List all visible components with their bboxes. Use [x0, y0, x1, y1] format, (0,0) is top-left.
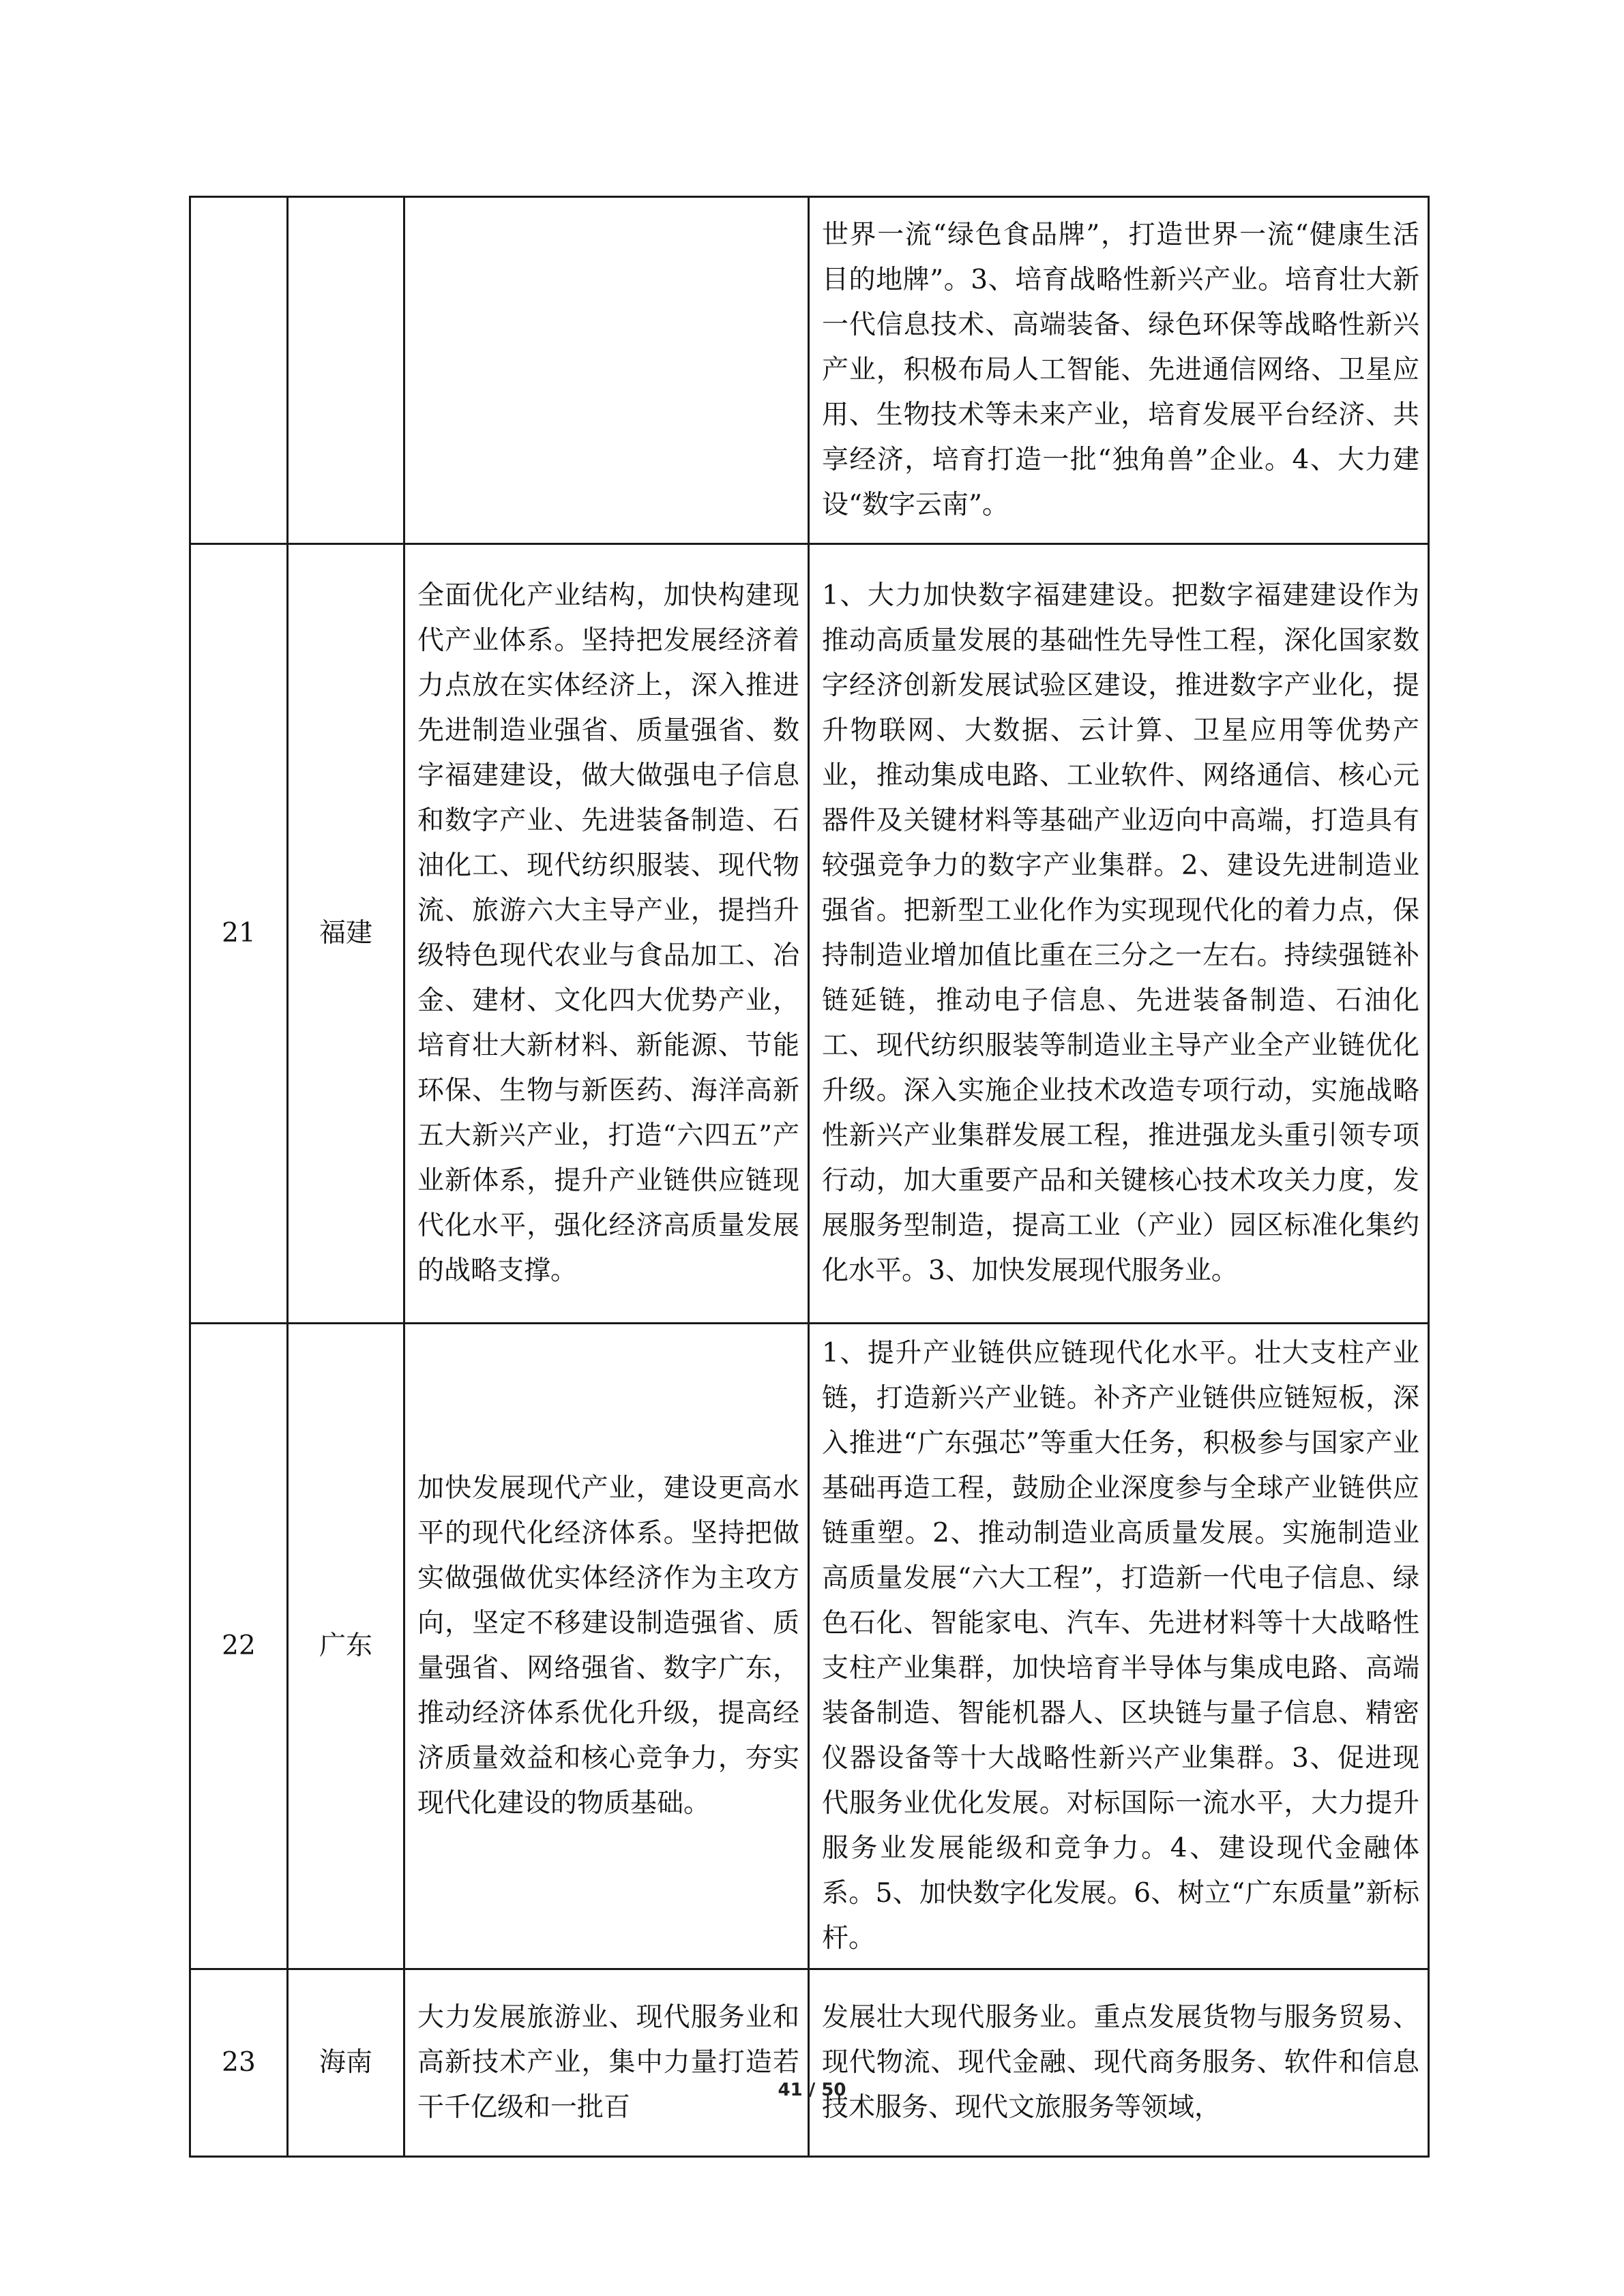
tasks-cell: 1、大力加快数字福建建设。把数字福建建设作为推动高质量发展的基础性先导性工程，深化国家数字经济创新发展试验区建设，推进数字产业化，提升物联网、大数据、云计算、卫星应用等优势产业，推动集成电路、工业软件、网络通信、核心元器件及关键材料等基础产业迈向中高端，打造具有较强竞争力的数字产业集群。2、建设先进制造业强省。把新型工业化作为实现现代化的着力点，保持制造业增加值比重在三分之一左右。持续强链补链延链，推动电子信息、先进装备制造、石油化工、现代纺织服装等制造业主导产业全产业链优化升级。深入实施企业技术改造专项行动，实施战略性新兴产业集群发展工程，推进强龙头重引领专项行动，加大重要产品和关键核心技术攻关力度，发展服务型制造，提高工业（产业）园区标准化集约化水平。3、加快发展现代服务业。	[809, 544, 1429, 1324]
province-cell: 广东	[288, 1324, 404, 1969]
goal-cell: 全面优化产业结构，加快构建现代产业体系。坚持把发展经济着力点放在实体经济上，深入推进先进制造业强省、质量强省、数字福建建设，做大做强电子信息和数字产业、先进装备制造、石油化工、现代纺织服装、现代物流、旅游六大主导产业，提挡升级特色现代农业与食品加工、冶金、建材、文化四大优势产业，培育壮大新材料、新能源、节能环保、生物与新医药、海洋高新五大新兴产业，打造“六四五”产业新体系，提升产业链供应链现代化水平，强化经济高质量发展的战略支撑。	[404, 544, 809, 1324]
goal-cell: 大力发展旅游业、现代服务业和高新技术产业，集中力量打造若干千亿级和一批百	[404, 1969, 809, 2157]
row-number-cell: 23	[190, 1969, 288, 2157]
table-row	[190, 1324, 1429, 1969]
row-number-cell: 21	[190, 544, 288, 1324]
province-cell: 海南	[288, 1969, 404, 2157]
row-number-cell: 22	[190, 1324, 288, 1969]
province-cell	[288, 197, 404, 544]
table-row	[190, 544, 1429, 1324]
goal-cell	[404, 197, 809, 544]
policy-table	[189, 196, 1430, 2158]
table-row	[190, 1969, 1429, 2157]
tasks-cell: 世界一流“绿色食品牌”，打造世界一流“健康生活目的地牌”。3、培育战略性新兴产业。培育壮大新一代信息技术、高端装备、绿色环保等战略性新兴产业，积极布局人工智能、先进通信网络、卫星应用、生物技术等未来产业，培育发展平台经济、共享经济，培育打造一批“独角兽”企业。4、大力建设“数字云南”。	[809, 197, 1429, 544]
goal-cell: 加快发展现代产业，建设更高水平的现代化经济体系。坚持把做实做强做优实体经济作为主攻方向，坚定不移建设制造强省、质量强省、网络强省、数字广东，推动经济体系优化升级，提高经济质量效益和核心竞争力，夯实现代化建设的物质基础。	[404, 1324, 809, 1969]
tasks-cell: 1、提升产业链供应链现代化水平。壮大支柱产业链，打造新兴产业链。补齐产业链供应链短板，深入推进“广东强芯”等重大任务，积极参与国家产业基础再造工程，鼓励企业深度参与全球产业链供应链重塑。2、推动制造业高质量发展。实施制造业高质量发展“六大工程”，打造新一代电子信息、绿色石化、智能家电、汽车、先进材料等十大战略性支柱产业集群，加快培育半导体与集成电路、高端装备制造、智能机器人、区块链与量子信息、精密仪器设备等十大战略性新兴产业集群。3、促进现代服务业优化发展。对标国际一流水平，大力提升服务业发展能级和竞争力。4、建设现代金融体系。5、加快数字化发展。6、树立“广东质量”新标杆。	[809, 1324, 1429, 1969]
table-row	[190, 197, 1429, 544]
row-number-cell	[190, 197, 288, 544]
tasks-cell: 发展壮大现代服务业。重点发展货物与服务贸易、现代物流、现代金融、现代商务服务、软件和信息技术服务、现代文旅服务等领域，	[809, 1969, 1429, 2157]
province-cell: 福建	[288, 544, 404, 1324]
page-number: 41 / 50	[778, 2080, 846, 2100]
